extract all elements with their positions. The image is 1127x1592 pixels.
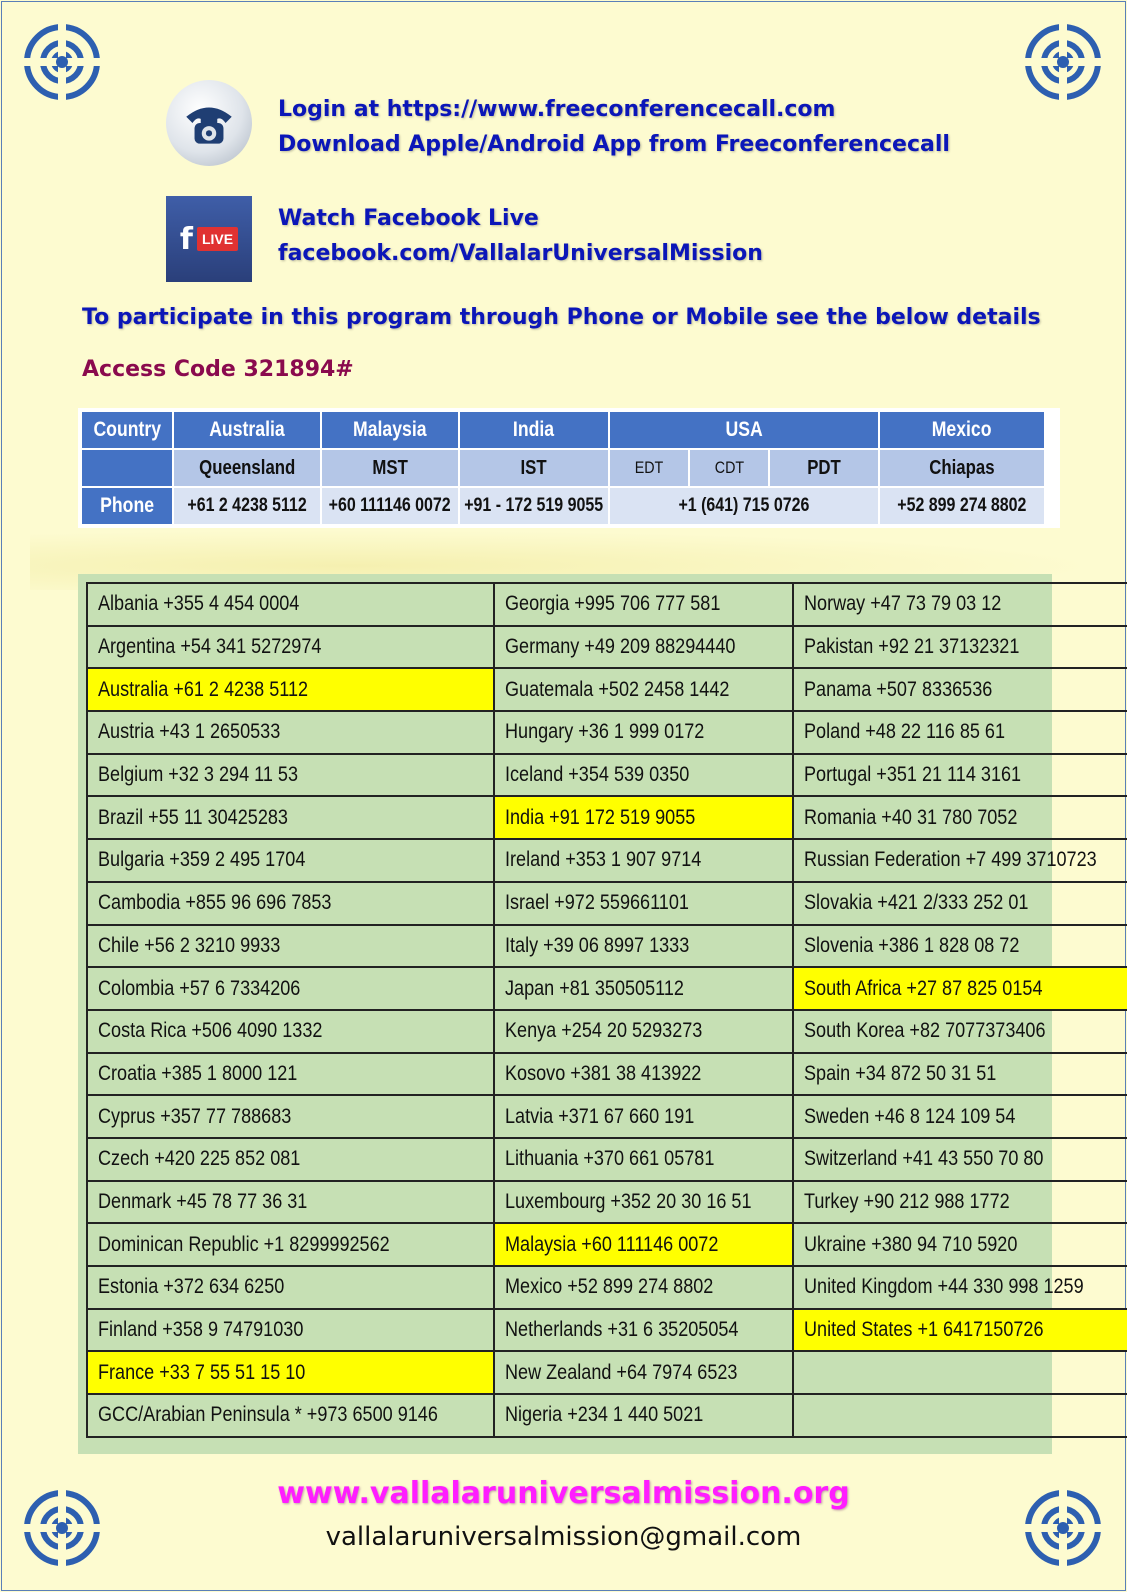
- table-row: [87, 925, 1127, 968]
- country-label-cell: Country: [82, 412, 174, 450]
- table-row: [87, 1095, 1127, 1138]
- dial-in-number-cell[interactable]: Kosovo +381 38 413922: [494, 1053, 793, 1096]
- phone-number-cell[interactable]: +1 (641) 715 0726: [610, 488, 880, 526]
- dial-in-number-cell[interactable]: Georgia +995 706 777 581: [494, 583, 793, 626]
- international-numbers-table: [86, 582, 1127, 1438]
- dial-in-number-cell: [793, 1351, 1127, 1394]
- table-row: [87, 583, 1127, 626]
- dial-in-number-cell[interactable]: Czech +420 225 852 081: [87, 1138, 494, 1181]
- table-row: [87, 1138, 1127, 1181]
- corner-ornament-icon: [24, 24, 100, 100]
- dial-in-number-cell[interactable]: Kenya +254 20 5293273: [494, 1010, 793, 1053]
- dial-in-number-cell[interactable]: South Korea +82 7077373406: [793, 1010, 1127, 1053]
- dial-in-number-cell[interactable]: Pakistan +92 21 37132321: [793, 626, 1127, 669]
- dial-in-number-cell[interactable]: Nigeria +234 1 440 5021: [494, 1394, 793, 1437]
- table-row: [87, 1053, 1127, 1096]
- table-row: [87, 754, 1127, 797]
- dial-in-number-cell[interactable]: Chile +56 2 3210 9933: [87, 925, 494, 968]
- dial-in-number-cell[interactable]: Ukraine +380 94 710 5920: [793, 1223, 1127, 1266]
- watch-facebook-line: Watch Facebook Live: [278, 206, 539, 231]
- dial-in-number-cell[interactable]: Luxembourg +352 20 30 16 51: [494, 1181, 793, 1224]
- dial-in-number-cell[interactable]: Latvia +371 67 660 191: [494, 1095, 793, 1138]
- dial-in-number-cell[interactable]: Norway +47 73 79 03 12: [793, 583, 1127, 626]
- dial-in-number-cell[interactable]: Slovenia +386 1 828 08 72: [793, 925, 1127, 968]
- instructions-text: To participate in this program through Phone or Mobile see the below details: [82, 305, 1041, 330]
- phone-icon: [166, 80, 252, 166]
- dial-in-number-cell[interactable]: GCC/Arabian Peninsula * +973 6500 9146: [87, 1394, 494, 1437]
- dial-in-number-cell[interactable]: Italy +39 06 8997 1333: [494, 925, 793, 968]
- dial-in-number-cell[interactable]: Albania +355 4 454 0004: [87, 583, 494, 626]
- table-row: [87, 1181, 1127, 1224]
- live-badge: LIVE: [197, 227, 238, 251]
- dial-in-number-cell[interactable]: Slovakia +421 2/333 252 01: [793, 882, 1127, 925]
- login-line[interactable]: Login at https://www.freeconferencecall.com: [278, 97, 836, 122]
- table-row: [87, 882, 1127, 925]
- dial-in-number-cell[interactable]: Denmark +45 78 77 36 31: [87, 1181, 494, 1224]
- table-row: [87, 668, 1127, 711]
- country-header: Malaysia: [322, 412, 460, 450]
- dial-in-number-cell[interactable]: South Africa +27 87 825 0154: [793, 967, 1127, 1010]
- phone-number-cell[interactable]: +61 2 4238 5112: [174, 488, 322, 526]
- corner-ornament-icon: [1025, 24, 1101, 100]
- dial-in-number-cell[interactable]: Colombia +57 6 7334206: [87, 967, 494, 1010]
- dial-in-number-cell[interactable]: Austria +43 1 2650533: [87, 711, 494, 754]
- phone-label-cell: Phone: [82, 488, 174, 526]
- table-row: [87, 796, 1127, 839]
- dial-in-number-cell[interactable]: Poland +48 22 116 85 61: [793, 711, 1127, 754]
- dial-in-number-cell[interactable]: Estonia +372 634 6250: [87, 1266, 494, 1309]
- table-row: [87, 1266, 1127, 1309]
- table-row: [87, 1394, 1127, 1437]
- dial-in-number-cell[interactable]: Spain +34 872 50 31 51: [793, 1053, 1127, 1096]
- dial-in-number-cell[interactable]: Mexico +52 899 274 8802: [494, 1266, 793, 1309]
- dial-in-number-cell[interactable]: Romania +40 31 780 7052: [793, 796, 1127, 839]
- dial-in-number-cell[interactable]: Ireland +353 1 907 9714: [494, 839, 793, 882]
- dial-in-number-cell[interactable]: United States +1 6417150726: [793, 1309, 1127, 1352]
- dial-in-number-cell[interactable]: Turkey +90 212 988 1772: [793, 1181, 1127, 1224]
- international-numbers-panel: [78, 574, 1097, 1454]
- dial-in-number-cell[interactable]: Guatemala +502 2458 1442: [494, 668, 793, 711]
- facebook-f-glyph: f: [179, 221, 193, 257]
- dial-in-number-cell: [793, 1394, 1127, 1437]
- country-header: Mexico: [880, 412, 1046, 450]
- dial-in-number-cell[interactable]: Russian Federation +7 499 3710723: [793, 839, 1127, 882]
- region-cell: IST: [460, 450, 610, 488]
- table-row: [87, 1351, 1127, 1394]
- table-row: [87, 839, 1127, 882]
- dial-in-number-cell[interactable]: Hungary +36 1 999 0172: [494, 711, 793, 754]
- table-row: [87, 1010, 1127, 1053]
- country-header: India: [460, 412, 610, 450]
- access-code: Access Code 321894#: [82, 357, 354, 382]
- region-cell: PDT: [770, 450, 880, 488]
- dial-in-number-cell[interactable]: Australia +61 2 4238 5112: [87, 668, 494, 711]
- dial-in-number-cell[interactable]: Portugal +351 21 114 3161: [793, 754, 1127, 797]
- dial-in-number-cell[interactable]: Japan +81 350505112: [494, 967, 793, 1010]
- dial-in-number-cell[interactable]: Cambodia +855 96 696 7853: [87, 882, 494, 925]
- table-row: [87, 967, 1127, 1010]
- dial-in-number-cell[interactable]: Lithuania +370 661 05781: [494, 1138, 793, 1181]
- dial-in-number-cell[interactable]: India +91 172 519 9055: [494, 796, 793, 839]
- dial-in-number-cell[interactable]: Finland +358 9 74791030: [87, 1309, 494, 1352]
- dial-in-number-cell[interactable]: Malaysia +60 111146 0072: [494, 1223, 793, 1266]
- country-header: USA: [610, 412, 880, 450]
- dial-in-number-cell[interactable]: Croatia +385 1 8000 121: [87, 1053, 494, 1096]
- dial-in-number-cell[interactable]: Sweden +46 8 124 109 54: [793, 1095, 1127, 1138]
- table-row: [87, 711, 1127, 754]
- website-link[interactable]: www.vallalaruniversalmission.org: [277, 1476, 850, 1511]
- facebook-page-link[interactable]: facebook.com/VallalarUniversalMission: [278, 241, 763, 266]
- dial-in-number-cell[interactable]: Netherlands +31 6 35205054: [494, 1309, 793, 1352]
- dial-in-number-cell[interactable]: Bulgaria +359 2 495 1704: [87, 839, 494, 882]
- dial-in-summary-table: [78, 408, 1060, 528]
- email-address[interactable]: vallalaruniversalmission@gmail.com: [325, 1522, 802, 1552]
- dial-in-number-cell[interactable]: New Zealand +64 7974 6523: [494, 1351, 793, 1394]
- dial-in-number-cell[interactable]: France +33 7 55 51 15 10: [87, 1351, 494, 1394]
- dial-in-number-cell[interactable]: Iceland +354 539 0350: [494, 754, 793, 797]
- dial-in-number-cell[interactable]: Israel +972 559661101: [494, 882, 793, 925]
- facebook-live-icon: [166, 196, 252, 282]
- dial-in-number-cell[interactable]: Switzerland +41 43 550 70 80: [793, 1138, 1127, 1181]
- dial-in-number-cell[interactable]: Belgium +32 3 294 11 53: [87, 754, 494, 797]
- country-header: Australia: [174, 412, 322, 450]
- region-cell: Queensland: [174, 450, 322, 488]
- dial-in-number-cell[interactable]: United Kingdom +44 330 998 1259: [793, 1266, 1127, 1309]
- region-cell: CDT: [690, 450, 770, 488]
- dial-in-number-cell[interactable]: Germany +49 209 88294440: [494, 626, 793, 669]
- dial-in-number-cell[interactable]: Dominican Republic +1 8299992562: [87, 1223, 494, 1266]
- phone-number-cell[interactable]: +60 111146 0072: [322, 488, 460, 526]
- dial-in-number-cell[interactable]: Brazil +55 11 30425283: [87, 796, 494, 839]
- phone-number-cell[interactable]: +52 899 274 8802: [880, 488, 1046, 526]
- table-row: [87, 626, 1127, 669]
- region-cell: MST: [322, 450, 460, 488]
- download-app-line: Download Apple/Android App from Freeconferencecall: [278, 132, 950, 157]
- region-cell: Chiapas: [880, 450, 1046, 488]
- dial-in-number-cell[interactable]: Panama +507 8336536: [793, 668, 1127, 711]
- dial-in-number-cell[interactable]: Argentina +54 341 5272974: [87, 626, 494, 669]
- dial-in-number-cell[interactable]: Costa Rica +506 4090 1332: [87, 1010, 494, 1053]
- phone-number-cell[interactable]: +91 - 172 519 9055: [460, 488, 610, 526]
- region-label-cell: [82, 450, 174, 488]
- dial-in-number-cell[interactable]: Cyprus +357 77 788683: [87, 1095, 494, 1138]
- table-row: [87, 1223, 1127, 1266]
- table-row: [87, 1309, 1127, 1352]
- region-cell: EDT: [610, 450, 690, 488]
